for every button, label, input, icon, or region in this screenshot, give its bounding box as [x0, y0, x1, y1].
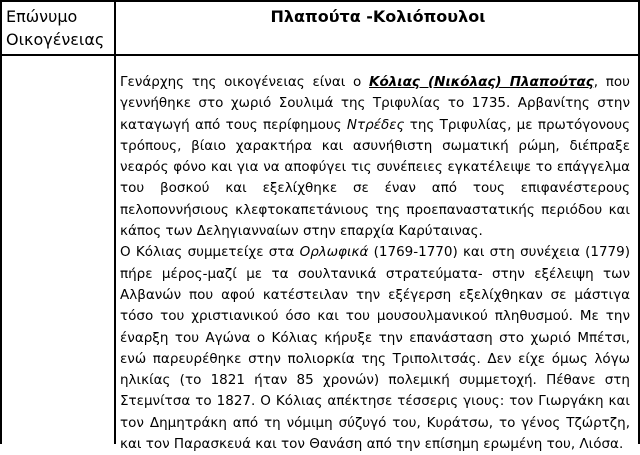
table-top-border: [0, 0, 640, 2]
p2-text-2: (1769-1770) και στη συνέχεια (1779) πήρε μέρος-μαζί με τα σουλτανικά στρατεύματα- στην εξέλειψη των Αλβανών που αφού κατέστειλαν την εξέγερση εξελίχθηκαν σε μάστιγα τόσο του χριστιανικού όσο και του μουσουλμανικού πληθυσμού. Με την έναρξη του Αγώνα ο Κόλιας κήρυξε την επανάσταση στο χωριό Μπέτσι, ενώ παρευρέθηκε στην πολιορκία της Τριπολιτσάς. Δεν είχε όμως λόγω ηλικίας (το 1821 ήταν 85 χρονών) πολεμική συμμετοχή. Πέθανε στη Στεμνίτσα το 1827. Ο Κόλιας απέκτησε τέσσερις γιους: τον Γιωργάκη και τον Δημητράκη από τη νόμιμη σύζυγό του, Κυράτσω, το γένος Τζώρτζη, και τον Παρασκευά και τον Θανάση από την επίσημη ερωμένη του, Λιόσα.: [120, 244, 630, 453]
founder-name: Κόλιας (Νικόλας) Πλαπούτας: [369, 74, 594, 90]
ntredes-term: Ντρέδες: [346, 116, 405, 133]
header-divider: [0, 54, 640, 56]
column-divider: [114, 0, 116, 444]
p1-text-2: , που γεννήθηκε στο χωριό Σουλιμά της Τριφυλίας το 1735. Αρβανίτης στην καταγωγή από τους περίφημους: [120, 74, 630, 133]
orlofika-term: Ορλωφικά: [299, 244, 369, 261]
p2-text-1: Ο Κόλιας συμμετείχε στα: [120, 244, 300, 261]
p1-text-3: της Τριφυλίας, με πρωτόγονους τρόπους, βίαιο χαρακτήρα και ασυνήθιστη σωματική ρώμη, διέπραξε νεαρός φόνο και για να αποφύγει τις συνέπειες εγκατέλειψε το επάγγελμα του βοσκού και εξελίχθηκε σε έναν από τους επιφανέστερους πελοποννήσιους κλεφτοκαπετάνιους της προεπαναστατικής περιόδου και κάπος των Δεληγιανναίων στην επαρχία Καρύταινας.: [120, 116, 630, 240]
surname-header-line1: Επώνυμο: [6, 7, 78, 26]
surname-header-line2: Οικογένειας: [6, 30, 105, 49]
family-name-header: Πλαπούτα -Κολιόπουλοι: [270, 7, 486, 26]
paragraph-founder: [120, 72, 630, 242]
table-left-border: [0, 0, 2, 444]
paragraph-life: [120, 242, 630, 455]
surname-header: [6, 5, 116, 51]
family-history-text: [120, 72, 630, 455]
p1-text-1: Γενάρχης της οικογένειας είναι ο: [120, 74, 370, 90]
